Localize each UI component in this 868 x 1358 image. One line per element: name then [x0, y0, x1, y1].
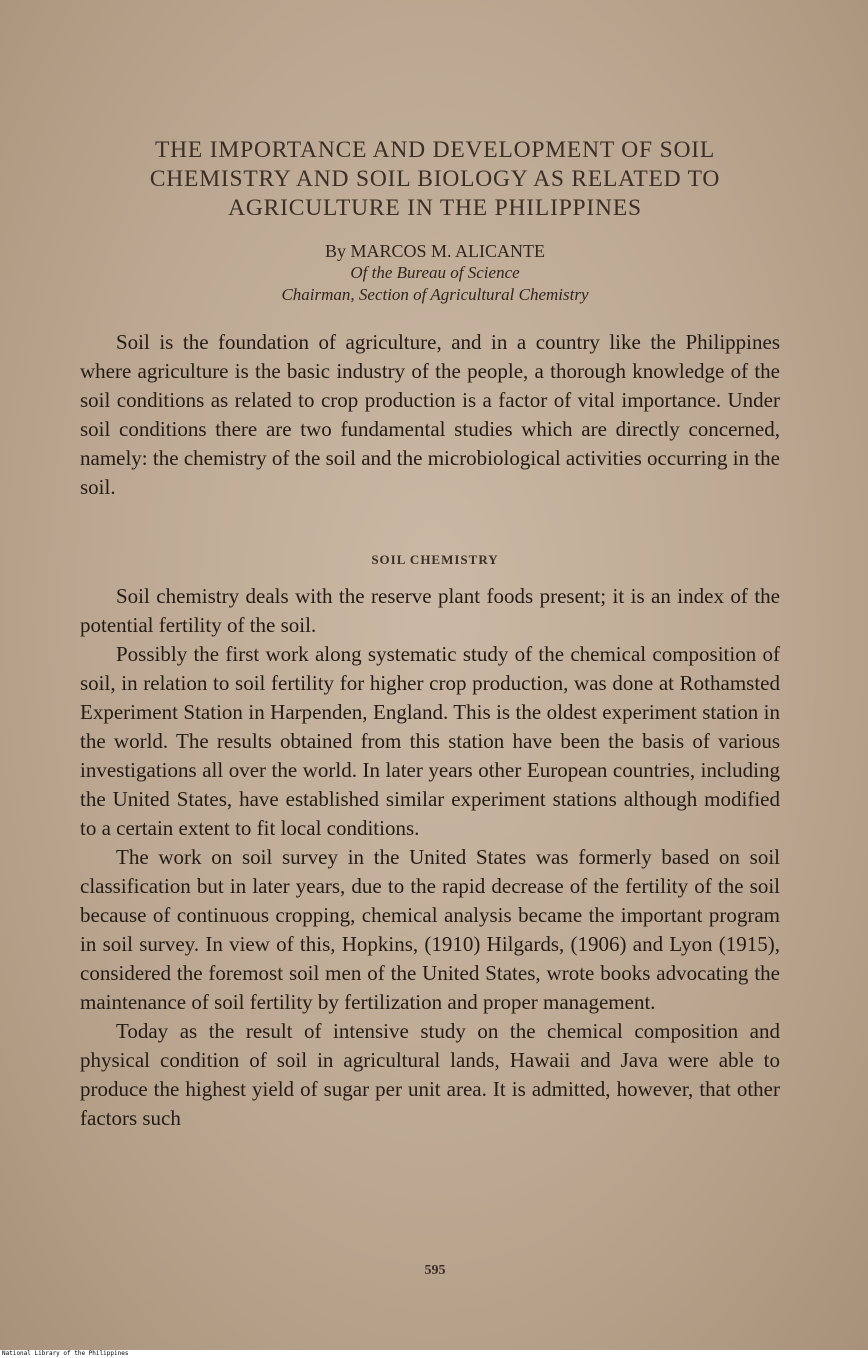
footer-credit: National Library of the Philippines [0, 1350, 868, 1358]
author-name: By MARCOS M. ALICANTE [324, 241, 546, 261]
title-line-1: THE IMPORTANCE AND DEVELOPMENT OF SOIL [155, 137, 715, 163]
section-body [80, 582, 780, 1133]
article-title [60, 136, 810, 223]
page-number: 595 [424, 1263, 446, 1278]
title-line-3: AGRICULTURE IN THE PHILIPPINES [228, 195, 642, 221]
section-paragraph-4: Today as the result of intensive study on the chemical composition and physical condition of soil in agricultural lands, Hawaii and Java were able to produce the highest yield of sugar per unit area. It is admitted, however, that other factors such [80, 1019, 780, 1130]
section-paragraph-2: Possibly the first work along systematic study of the chemical composition of soil, in relation to soil fertility for higher crop production, was done at Rothamsted Experiment Station in Harpenden, England. This is the oldest experiment station in the world. The results obtained from this station have been the basis of various investigations all over the world. In later years other European countries, including the United States, have established similar experiment stations although modified to a certain extent to fit local conditions. [80, 642, 780, 840]
title-line-2: CHEMISTRY AND SOIL BIOLOGY AS RELATED TO [149, 166, 721, 192]
byline [60, 240, 810, 306]
author-position: Chairman, Section of Agricultural Chemistry [281, 285, 589, 304]
section-paragraph-3: The work on soil survey in the United States was formerly based on soil classification but in later years, due to the rapid decrease of the fertility of the soil because of continuous cropping, chemical analysis became the important program in soil survey. In view of this, Hopkins, (1910) Hilgards, (1906) and Lyon (1915), considered the foremost soil men of the United States, wrote books advocating the maintenance of soil fertility by fertilization and proper management. [80, 845, 780, 1014]
author-affiliation: Of the Bureau of Science [350, 263, 520, 282]
intro-paragraph: Soil is the foundation of agriculture, and in a country like the Philippines where agriculture is the basic industry of the people, a thorough knowledge of the soil conditions as related to crop production is a factor of vital importance. Under soil conditions there are two fundamental studies which are directly concerned, namely: the chemistry of the soil and the microbiological activities occurring in the soil. [80, 330, 780, 499]
intro-block [80, 328, 780, 502]
section-paragraph-1: Soil chemistry deals with the reserve plant foods present; it is an index of the potential fertility of the soil. [80, 584, 780, 637]
section-heading: SOIL CHEMISTRY [371, 552, 499, 567]
